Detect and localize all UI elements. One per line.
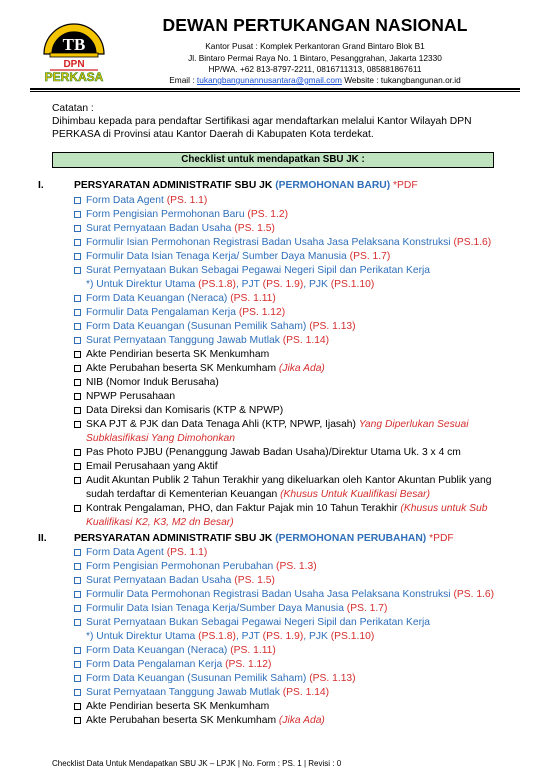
dpn-perkasa-logo bbox=[30, 14, 120, 86]
email-link[interactable]: tukangbangunannusantara@gmail.com bbox=[196, 75, 342, 85]
checklist-item[interactable] bbox=[74, 644, 504, 658]
item-text: Formulir Data Pengalaman Kerja bbox=[86, 307, 239, 318]
subnote-code: (PS.1.8) bbox=[198, 631, 236, 642]
subnote-code: (PS.1.8) bbox=[198, 279, 236, 290]
checklist-item[interactable] bbox=[74, 362, 504, 376]
checkbox-icon[interactable] bbox=[74, 505, 81, 512]
checklist-item[interactable] bbox=[74, 474, 504, 488]
item-text: NPWP Perusahaan bbox=[86, 391, 176, 402]
item-text: Surat Pernyataan Bukan Sebagai Pegawai Negeri Sipil dan Perikatan Kerja bbox=[86, 617, 431, 628]
item-code: Yang Diperlukan Sesuai bbox=[358, 419, 469, 430]
item-text: Form Pengisian Permohonan Perubahan bbox=[86, 561, 277, 572]
checklist-item[interactable] bbox=[74, 616, 504, 630]
item-text: Form Pengisian Permohonan Baru bbox=[86, 209, 248, 220]
checklist-item[interactable] bbox=[74, 546, 504, 560]
checklist-item[interactable] bbox=[74, 222, 504, 236]
item-text: Formulir Data Isian Tenaga Kerja/Sumber Daya Manusia bbox=[86, 603, 347, 614]
item-text: Surat Pernyataan Tanggung Jawab Mutlak bbox=[86, 687, 283, 698]
svg-text:DPN: DPN bbox=[63, 59, 85, 70]
email-label: Email : bbox=[169, 75, 197, 85]
note-text-2: PERKASA di Provinsi atau Kantor Daerah di Kabupaten Kota terdekat. bbox=[52, 129, 374, 140]
checkbox-icon[interactable] bbox=[74, 225, 81, 232]
checklist-item[interactable] bbox=[74, 714, 504, 728]
checklist-item-subnote bbox=[74, 630, 504, 644]
checkbox-icon[interactable] bbox=[74, 393, 81, 400]
website-text: Website : tukangbangunan.or.id bbox=[341, 75, 461, 85]
item-code: (PS. 1.13) bbox=[309, 321, 356, 332]
checklist-item[interactable] bbox=[74, 460, 504, 474]
checklist-item[interactable] bbox=[74, 588, 504, 602]
section-2-pdf-note: *PDF bbox=[426, 533, 454, 544]
item-code: (PS. 1.5) bbox=[234, 223, 275, 234]
item-text: Surat Pernyataan Badan Usaha bbox=[86, 223, 235, 234]
section-2-heading: PERSYARATAN ADMINISTRATIF SBU JK bbox=[74, 533, 276, 544]
checkbox-icon[interactable] bbox=[74, 421, 81, 428]
checklist-item[interactable] bbox=[74, 208, 504, 222]
checkbox-icon[interactable] bbox=[74, 449, 81, 456]
checkbox-icon[interactable] bbox=[74, 717, 81, 724]
item-code: (PS. 1.12) bbox=[238, 307, 286, 318]
checkbox-icon[interactable] bbox=[74, 549, 81, 556]
checklist-item[interactable] bbox=[74, 658, 504, 672]
checkbox-icon[interactable] bbox=[74, 661, 81, 668]
checkbox-icon[interactable] bbox=[74, 477, 81, 484]
item-text: Surat Pernyataan Badan Usaha bbox=[86, 575, 235, 586]
item-text: Kontrak Pengalaman, PHO, dan Faktur Pajak min 10 Tahun Terakhir bbox=[86, 503, 401, 514]
address-line-1: Kantor Pusat : Komplek Perkantoran Grand Bintaro Blok B1 bbox=[205, 41, 425, 51]
item-code: (Khusus untuk Sub bbox=[400, 503, 488, 514]
item-text: SKA PJT & PJK dan Data Tenaga Ahli (KTP, NPWP, Ijasah) bbox=[86, 419, 359, 430]
section-1-heading: PERSYARATAN ADMINISTRATIF SBU JK bbox=[74, 180, 276, 191]
checkbox-icon[interactable] bbox=[74, 295, 81, 302]
item-code: (PS. 1.6) bbox=[453, 589, 495, 600]
item-code: (PS. 1.11) bbox=[230, 645, 276, 656]
section-2-title bbox=[38, 533, 454, 544]
checklist-item[interactable] bbox=[74, 700, 504, 714]
checklist-item[interactable] bbox=[74, 348, 504, 362]
checkbox-icon[interactable] bbox=[74, 379, 81, 386]
checkbox-icon[interactable] bbox=[74, 619, 81, 626]
subnote-text: , PJT bbox=[235, 279, 263, 290]
item-code: (PS. 1.12) bbox=[225, 659, 272, 670]
checkbox-icon[interactable] bbox=[74, 337, 81, 344]
item-code: (PS. 1.14) bbox=[282, 335, 330, 346]
checkbox-icon[interactable] bbox=[74, 197, 81, 204]
checkbox-icon[interactable] bbox=[74, 703, 81, 710]
contact-phone: HP/WA. +62 813-8797-2211, 0816711313, 085881867611 bbox=[208, 64, 422, 74]
checklist-item[interactable] bbox=[74, 390, 504, 404]
item-text: Akte Perubahan beserta SK Menkumham bbox=[86, 715, 279, 726]
item-code: (Jika Ada) bbox=[278, 363, 325, 374]
item-text: Pas Photo PJBU (Penanggung Jawab Badan Usaha)/Direktur Utama Uk. 3 x 4 cm bbox=[86, 447, 461, 458]
svg-text:PERKASA: PERKASA bbox=[44, 70, 104, 84]
item-text: Formulir Isian Permohonan Registrasi Badan Usaha Jasa Pelaksana Konstruksi bbox=[86, 237, 454, 248]
section-2-number: II. bbox=[38, 533, 47, 544]
checklist-item-subnote: Subklasifikasi Yang Dimohonkan bbox=[86, 433, 236, 444]
item-code: (PS. 1.3) bbox=[276, 561, 317, 572]
checklist-item[interactable] bbox=[74, 404, 504, 418]
checkbox-icon[interactable] bbox=[74, 239, 81, 246]
item-text: Form Data Keuangan (Susunan Pemilik Saham) bbox=[86, 673, 310, 684]
item-text: Formulir Data Isian Tenaga Kerja/ Sumber Daya Manusia bbox=[86, 251, 350, 262]
checklist-item-subnote bbox=[74, 278, 504, 292]
org-name: DEWAN PERTUKANGAN NASIONAL bbox=[162, 15, 468, 35]
letterhead bbox=[0, 0, 550, 92]
item-text: Email Perusahaan yang Aktif bbox=[86, 461, 218, 472]
page-footer: Checklist Data Untuk Mendapatkan SBU JK – LPJK | No. Form : PS. 1 | Revisi : 0 bbox=[52, 759, 342, 768]
subnote-text: sudah terdaftar di Kementerian Keuangan bbox=[86, 489, 281, 500]
item-code: (PS. 1.13) bbox=[309, 673, 356, 684]
checklist-item[interactable] bbox=[74, 334, 504, 348]
checklist-item[interactable] bbox=[74, 574, 504, 588]
note-block bbox=[52, 102, 492, 141]
note-text-1: Dihimbau kepada para pendaftar Sertifikasi agar mendaftarkan melalui Kantor Wilayah DPN bbox=[52, 116, 472, 127]
checkbox-icon[interactable] bbox=[74, 211, 81, 218]
checklist-item[interactable] bbox=[74, 502, 504, 516]
section-1-title bbox=[38, 180, 418, 191]
item-text: Surat Pernyataan Bukan Sebagai Pegawai Negeri Sipil dan Perikatan Kerja bbox=[86, 265, 431, 276]
checklist-item[interactable] bbox=[74, 250, 504, 264]
section-1-checklist bbox=[74, 194, 504, 530]
subnote-text: *) Untuk Direktur Utama bbox=[86, 631, 199, 642]
contact-line bbox=[130, 75, 500, 85]
checkbox-icon[interactable] bbox=[74, 563, 81, 570]
item-code: (PS. 1.7) bbox=[349, 251, 391, 262]
item-text: Surat Pernyataan Tanggung Jawab Mutlak bbox=[86, 335, 283, 346]
checklist-item[interactable] bbox=[74, 672, 504, 686]
note-label: Catatan : bbox=[52, 103, 94, 114]
section-2-type: (PERMOHONAN PERUBAHAN) bbox=[275, 533, 427, 544]
checklist-item[interactable] bbox=[74, 446, 504, 460]
item-text: Form Data Agent bbox=[86, 547, 167, 558]
subnote-code: (Khusus Untuk Kualifikasi Besar) bbox=[280, 489, 431, 500]
item-text: Akte Pendirian beserta SK Menkumham bbox=[86, 349, 270, 360]
subnote-text: , PJK bbox=[303, 279, 331, 290]
checkbox-icon[interactable] bbox=[74, 309, 81, 316]
item-text: Form Data Keuangan (Neraca) bbox=[86, 645, 231, 656]
checkbox-icon[interactable] bbox=[74, 689, 81, 696]
item-text: Form Data Agent bbox=[86, 195, 167, 206]
checklist-item[interactable] bbox=[74, 236, 504, 250]
section-1-pdf-note: *PDF bbox=[390, 180, 418, 191]
item-code: (PS. 1.11) bbox=[230, 293, 276, 304]
checklist-item[interactable] bbox=[74, 320, 504, 334]
section-1-number: I. bbox=[38, 180, 44, 191]
checkbox-icon[interactable] bbox=[74, 605, 81, 612]
checklist-item[interactable] bbox=[74, 194, 504, 208]
subnote-code: (PS.1.10) bbox=[330, 631, 375, 642]
subnote-code: (PS.1.10) bbox=[330, 279, 375, 290]
svg-text:TB: TB bbox=[62, 35, 86, 54]
section-2-checklist bbox=[74, 546, 504, 728]
section-1-type: (PERMOHONAN BARU) bbox=[275, 180, 391, 191]
item-text: NIB (Nomor Induk Berusaha) bbox=[86, 377, 219, 388]
checklist-item-subnote: Kualifikasi K2, K3, M2 dn Besar) bbox=[86, 517, 234, 528]
item-text: Form Data Pengalaman Kerja bbox=[86, 659, 226, 670]
item-code: (PS.1.6) bbox=[453, 237, 492, 248]
item-text: Audit Akuntan Publik 2 Tahun Terakhir yang dikeluarkan oleh Kantor Akuntan Publik yang bbox=[86, 475, 492, 486]
checklist-item[interactable] bbox=[74, 306, 504, 320]
checkbox-icon[interactable] bbox=[74, 253, 81, 260]
checklist-item[interactable] bbox=[74, 418, 504, 432]
item-code: (PS. 1.7) bbox=[346, 603, 388, 614]
checklist-item[interactable] bbox=[74, 376, 504, 390]
checkbox-icon[interactable] bbox=[74, 577, 81, 584]
subnote-text: , PJT bbox=[235, 631, 263, 642]
item-code: (Jika Ada) bbox=[278, 715, 325, 726]
item-code: (PS. 1.1) bbox=[166, 547, 208, 558]
checklist-item[interactable] bbox=[74, 292, 504, 306]
checkbox-icon[interactable] bbox=[74, 591, 81, 598]
item-text: Akte Pendirian beserta SK Menkumham bbox=[86, 701, 270, 712]
checklist-item[interactable] bbox=[74, 686, 504, 700]
checkbox-icon[interactable] bbox=[74, 407, 81, 414]
item-text: Formulir Data Permohonan Registrasi Badan Usaha Jasa Pelaksana Konstruksi bbox=[86, 589, 454, 600]
item-code: (PS. 1.1) bbox=[166, 195, 208, 206]
subnote-code: (PS. 1.9) bbox=[262, 279, 304, 290]
item-text: Data Direksi dan Komisaris (KTP & NPWP) bbox=[86, 405, 284, 416]
address-line-2: Jl. Bintaro Permai Raya No. 1 Bintaro, Pesanggrahan, Jakarta 12330 bbox=[188, 53, 442, 63]
item-text: Akte Perubahan beserta SK Menkumham bbox=[86, 363, 279, 374]
checkbox-icon[interactable] bbox=[74, 463, 81, 470]
item-code: (PS. 1.5) bbox=[234, 575, 275, 586]
item-text: Form Data Keuangan (Neraca) bbox=[86, 293, 231, 304]
item-code: (PS. 1.14) bbox=[282, 687, 330, 698]
checkbox-icon[interactable] bbox=[74, 675, 81, 682]
subnote-text: , PJK bbox=[303, 631, 331, 642]
checkbox-icon[interactable] bbox=[74, 267, 81, 274]
checkbox-icon[interactable] bbox=[74, 351, 81, 358]
checklist-item[interactable] bbox=[74, 560, 504, 574]
item-text: Form Data Keuangan (Susunan Pemilik Saham) bbox=[86, 321, 310, 332]
checklist-item[interactable] bbox=[74, 602, 504, 616]
subnote-code: (PS. 1.9) bbox=[262, 631, 304, 642]
item-code: (PS. 1.2) bbox=[247, 209, 289, 220]
checkbox-icon[interactable] bbox=[74, 323, 81, 330]
checklist-item[interactable] bbox=[74, 264, 504, 278]
header-rule-thin bbox=[30, 91, 520, 92]
checklist-title-bar: Checklist untuk mendapatkan SBU JK : bbox=[52, 152, 494, 168]
checkbox-icon[interactable] bbox=[74, 365, 81, 372]
header-rule-thick bbox=[30, 88, 520, 90]
checklist-item-subnote bbox=[74, 488, 504, 502]
checkbox-icon[interactable] bbox=[74, 647, 81, 654]
subnote-text: *) Untuk Direktur Utama bbox=[86, 279, 199, 290]
